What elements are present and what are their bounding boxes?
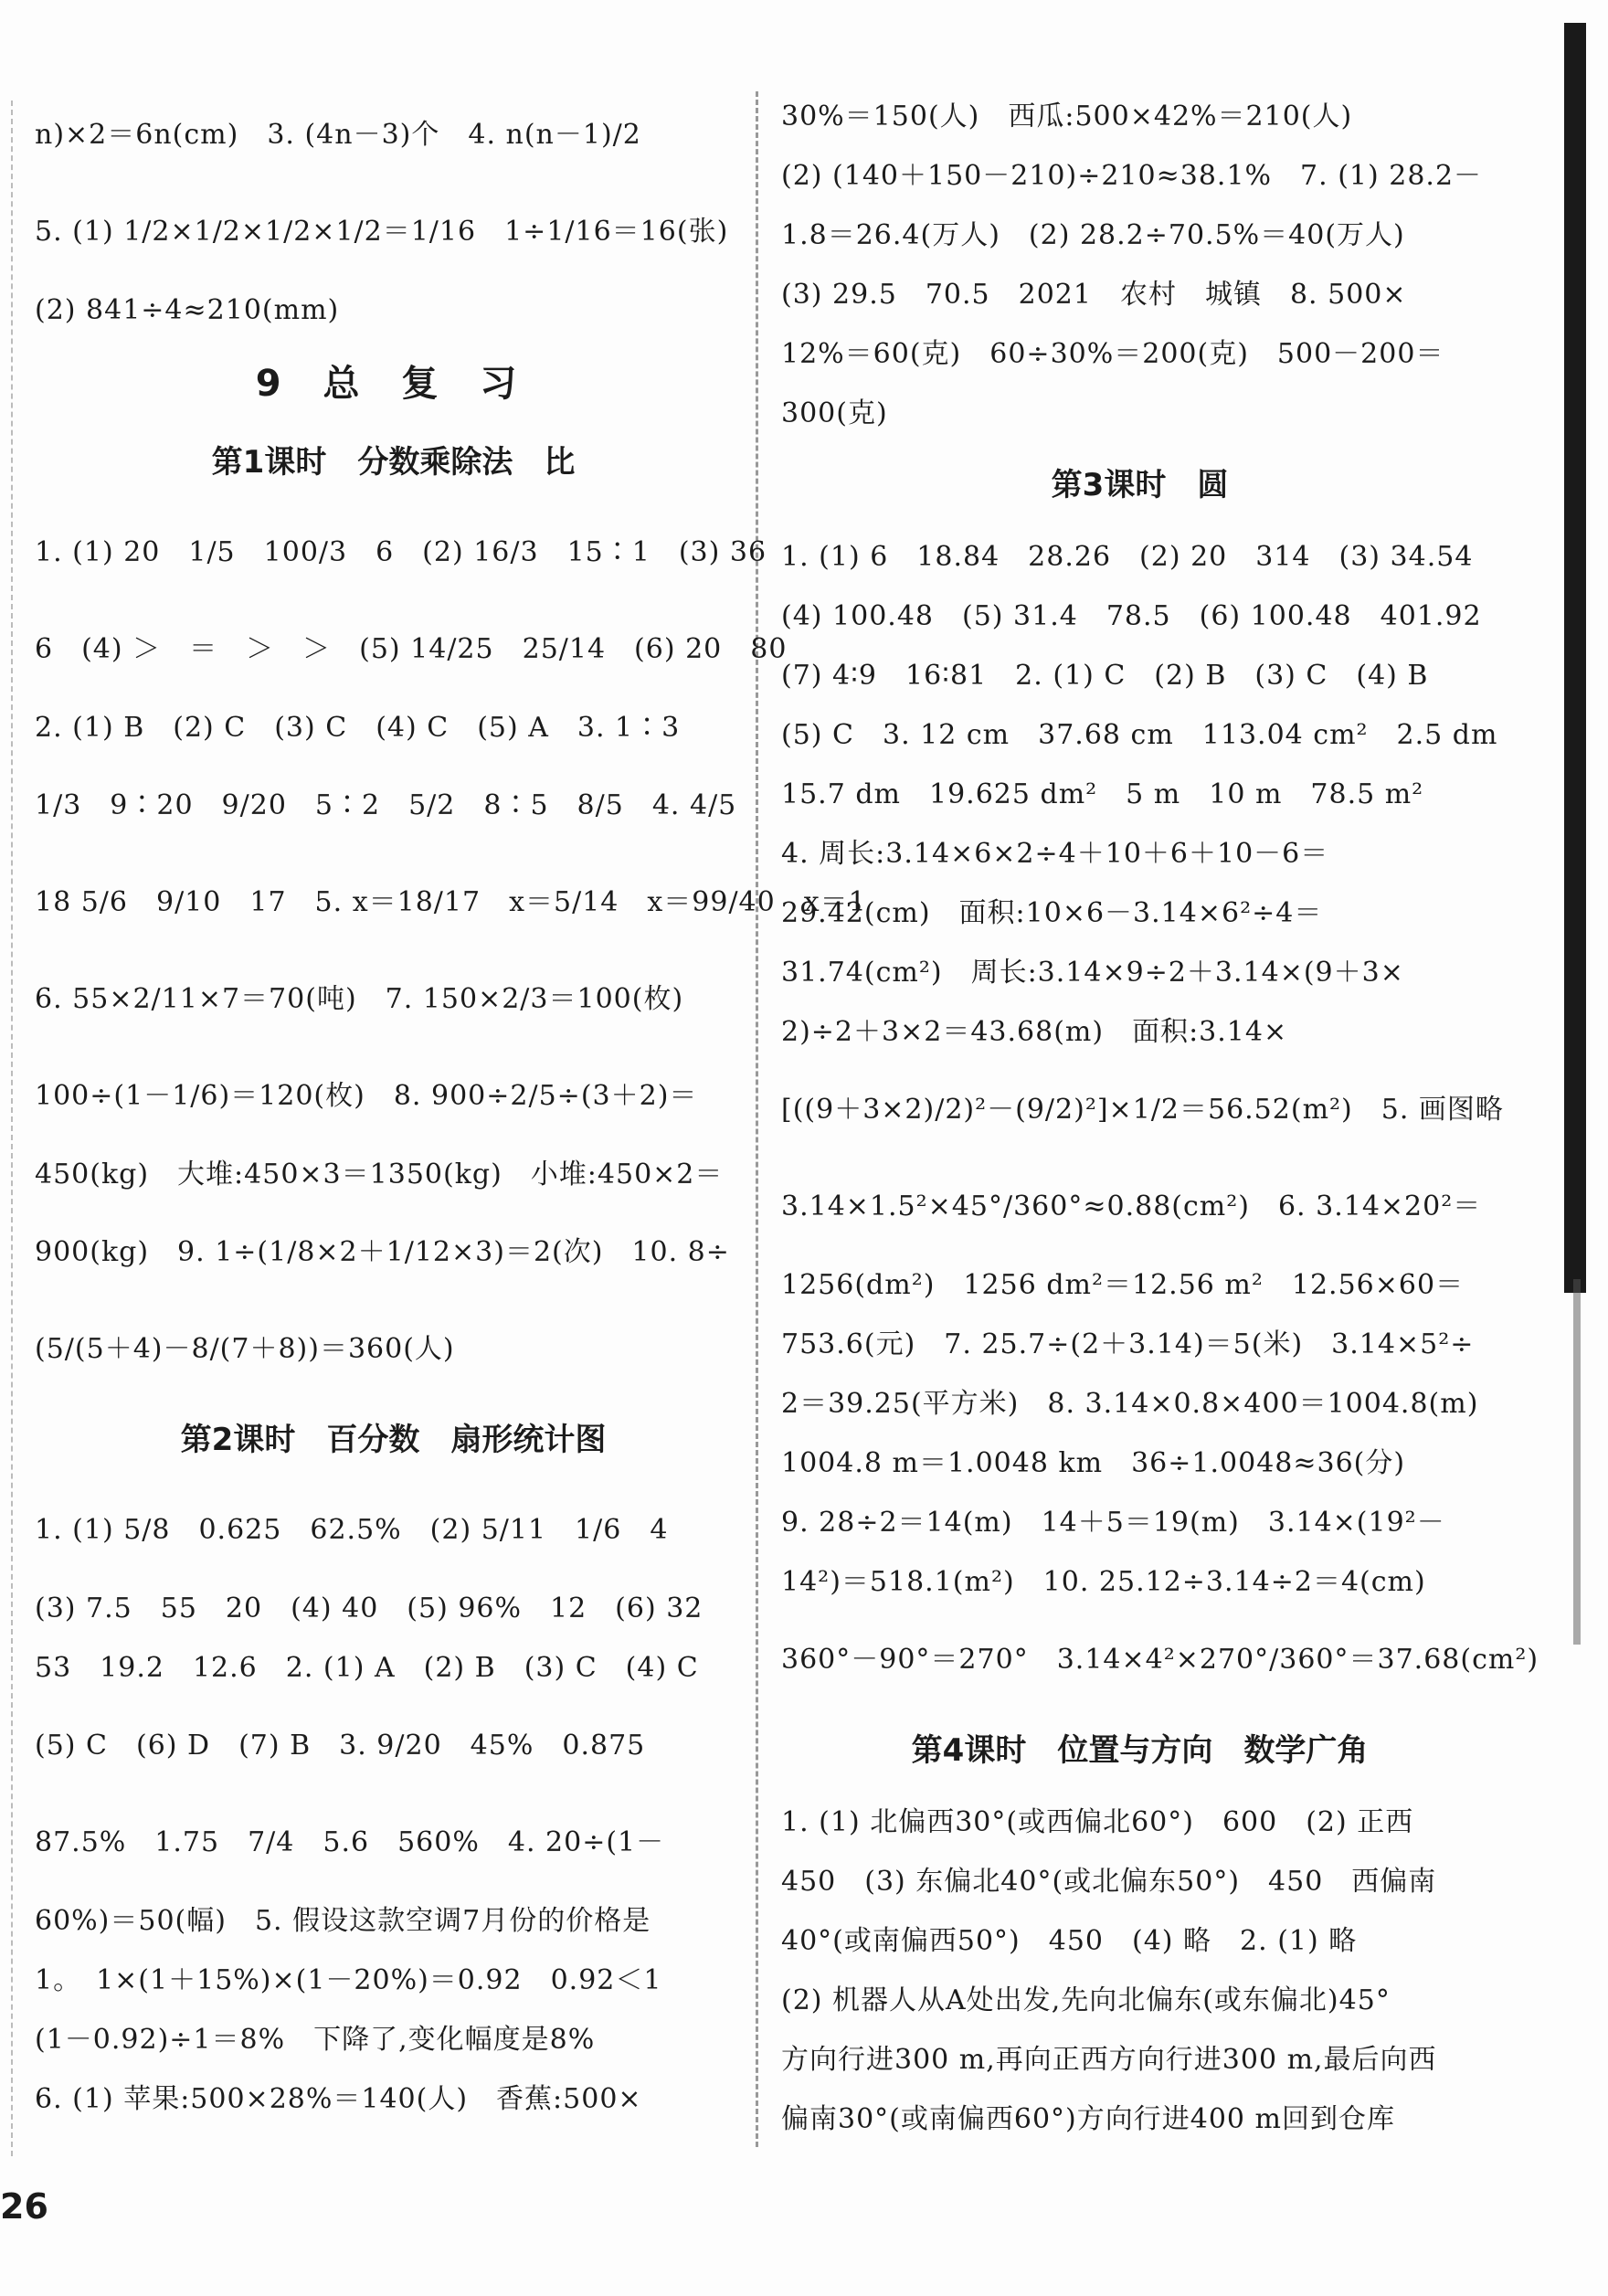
column-divider [756,91,758,2147]
answer-line: 1. (1) 6 18.84 28.26 (2) 20 314 (3) 34.54 [781,541,1474,573]
answer-line: 900(kg) 9. 1÷(1/8×2＋1/12×3)＝2(次) 10. 8÷ [35,1236,730,1268]
answer-line: 30%＝150(人) 西瓜:500×42%＝210(人) [781,101,1353,132]
answer-line: (7) 4∶9 16∶81 2. (1) C (2) B (3) C (4) B [781,660,1429,692]
answer-line: 1. (1) 20 1/5 100/3 6 (2) 16/3 15∶1 (3) 36 [35,536,767,568]
answer-line: 53 19.2 12.6 2. (1) A (2) B (3) C (4) C [35,1652,699,1684]
answer-line: 18 5/6 9/10 17 5. x＝18/17 x＝5/14 x＝99/40 x＝1 [35,886,867,918]
answer-line: 753.6(元) 7. 25.7÷(2＋3.14)＝5(米) 3.14×5²÷ [781,1328,1475,1360]
answer-line: 6 (4) ＞ ＝ ＞ ＞ (5) 14/25 25/14 (6) 20 80 [35,633,788,665]
answer-line: 450 (3) 东偏北40°(或北偏东50°) 450 西偏南 [781,1866,1437,1898]
answer-line: (3) 29.5 70.5 2021 农村 城镇 8. 500× [781,279,1407,311]
answer-line: (5) C (6) D (7) B 3. 9/20 45% 0.875 [35,1730,646,1762]
answer-line: (3) 7.5 55 20 (4) 40 (5) 96% 12 (6) 32 [35,1592,704,1624]
answer-line: (2) (140＋150－210)÷210≈38.1% 7. (1) 28.2－ [781,160,1483,192]
lesson-title: 第1课时 分数乘除法 比 [211,444,576,481]
lesson-title: 第4课时 位置与方向 数学广角 [911,1732,1369,1769]
lesson-title: 第2课时 百分数 扇形统计图 [180,1422,607,1458]
answer-line: 15.7 dm 19.625 dm² 5 m 10 m 78.5 m² [781,778,1424,810]
chapter-title: 9 总 复 习 [255,363,532,405]
answer-line: 360°－90°＝270° 3.14×4²×270°/360°＝37.68(cm²) [781,1644,1539,1676]
lesson-title: 第3课时 圆 [1051,467,1229,503]
answer-line: (2) 机器人从A处出发,先向北偏东(或东偏北)45° [781,1984,1391,2016]
left-margin-rule [11,101,13,2156]
answer-line: [((9＋3×2)/2)²－(9/2)²]×1/2＝56.52(m²) 5. 画图略 [781,1094,1504,1126]
answer-line: 2＝39.25(平方米) 8. 3.14×0.8×400＝1004.8(m) [781,1388,1479,1420]
answer-line: 1256(dm²) 1256 dm²＝12.56 m² 12.56×60＝ [781,1269,1465,1301]
answer-line: 60%)＝50(幅) 5. 假设这款空调7月份的价格是 [35,1905,651,1937]
answer-line: 1. (1) 北偏西30°(或西偏北60°) 600 (2) 正西 [781,1806,1414,1838]
answer-line: (5) C 3. 12 cm 37.68 cm 113.04 cm² 2.5 dm [781,719,1498,751]
page-edge-bar [1564,23,1586,1293]
answer-line: 方向行进300 m,再向正西方向行进300 m,最后向西 [781,2044,1437,2076]
answer-line: 31.74(cm²) 周长:3.14×9÷2＋3.14×(9＋3× [781,957,1404,989]
answer-line: 4. 周长:3.14×6×2÷4＋10＋6＋10－6＝ [781,838,1329,870]
answer-line: (5/(5＋4)－8/(7＋8))＝360(人) [35,1333,455,1365]
answer-line: 3.14×1.5²×45°/360°≈0.88(cm²) 6. 3.14×20²＝ [781,1190,1482,1222]
answer-line: (2) 841÷4≈210(mm) [35,294,340,326]
answer-line: 1004.8 m＝1.0048 km 36÷1.0048≈36(分) [781,1447,1406,1479]
answer-line: 450(kg) 大堆:450×3＝1350(kg) 小堆:450×2＝ [35,1159,724,1190]
answer-line: (1－0.92)÷1＝8% 下降了,变化幅度是8% [35,2024,596,2056]
answer-line: n)×2＝6n(cm) 3. (4n－3)个 4. n(n－1)/2 [35,119,641,151]
answer-line: 12%＝60(克) 60÷30%＝200(克) 500－200＝ [781,338,1444,370]
answer-line: 14²)＝518.1(m²) 10. 25.12÷3.14÷2＝4(cm) [781,1566,1426,1598]
answer-line: 6. 55×2/11×7＝70(吨) 7. 150×2/3＝100(枚) [35,983,684,1015]
page-edge-shadow [1573,1279,1581,1645]
answer-line: 1。 1×(1＋15%)×(1－20%)＝0.92 0.92＜1 [35,1964,662,1996]
right-column [781,87,1539,2149]
answer-line: 40°(或南偏西50°) 450 (4) 略 2. (1) 略 [781,1925,1358,1957]
answer-line: 2)÷2＋3×2＝43.68(m) 面积:3.14× [781,1016,1288,1048]
page-number: 26 [0,2186,48,2227]
answer-line: 9. 28÷2＝14(m) 14＋5＝19(m) 3.14×(19²－ [781,1507,1445,1539]
answer-line: 2. (1) B (2) C (3) C (4) C (5) A 3. 1∶3 [35,712,681,744]
answer-line: 29.42(cm) 面积:10×6－3.14×6²÷4＝ [781,897,1323,929]
answer-line: 1/3 9∶20 9/20 5∶2 5/2 8∶5 8/5 4. 4/5 [35,789,737,821]
answer-line: 6. (1) 苹果:500×28%＝140(人) 香蕉:500× [35,2083,642,2115]
answer-line: 偏南30°(或南偏西60°)方向行进400 m回到仓库 [781,2103,1395,2135]
answer-line: 1. (1) 5/8 0.625 62.5% (2) 5/11 1/6 4 [35,1514,669,1546]
answer-line: (4) 100.48 (5) 31.4 78.5 (6) 100.48 401.92 [781,600,1482,632]
answer-line: 87.5% 1.75 7/4 5.6 560% 4. 20÷(1－ [35,1826,665,1858]
answer-line: 300(克) [781,397,888,429]
answer-line: 5. (1) 1/2×1/2×1/2×1/2＝1/16 1÷1/16＝16(张) [35,216,729,248]
answer-line: 100÷(1－1/6)＝120(枚) 8. 900÷2/5÷(3＋2)＝ [35,1080,698,1112]
answer-line: 1.8＝26.4(万人) (2) 28.2÷70.5%＝40(万人) [781,219,1405,251]
